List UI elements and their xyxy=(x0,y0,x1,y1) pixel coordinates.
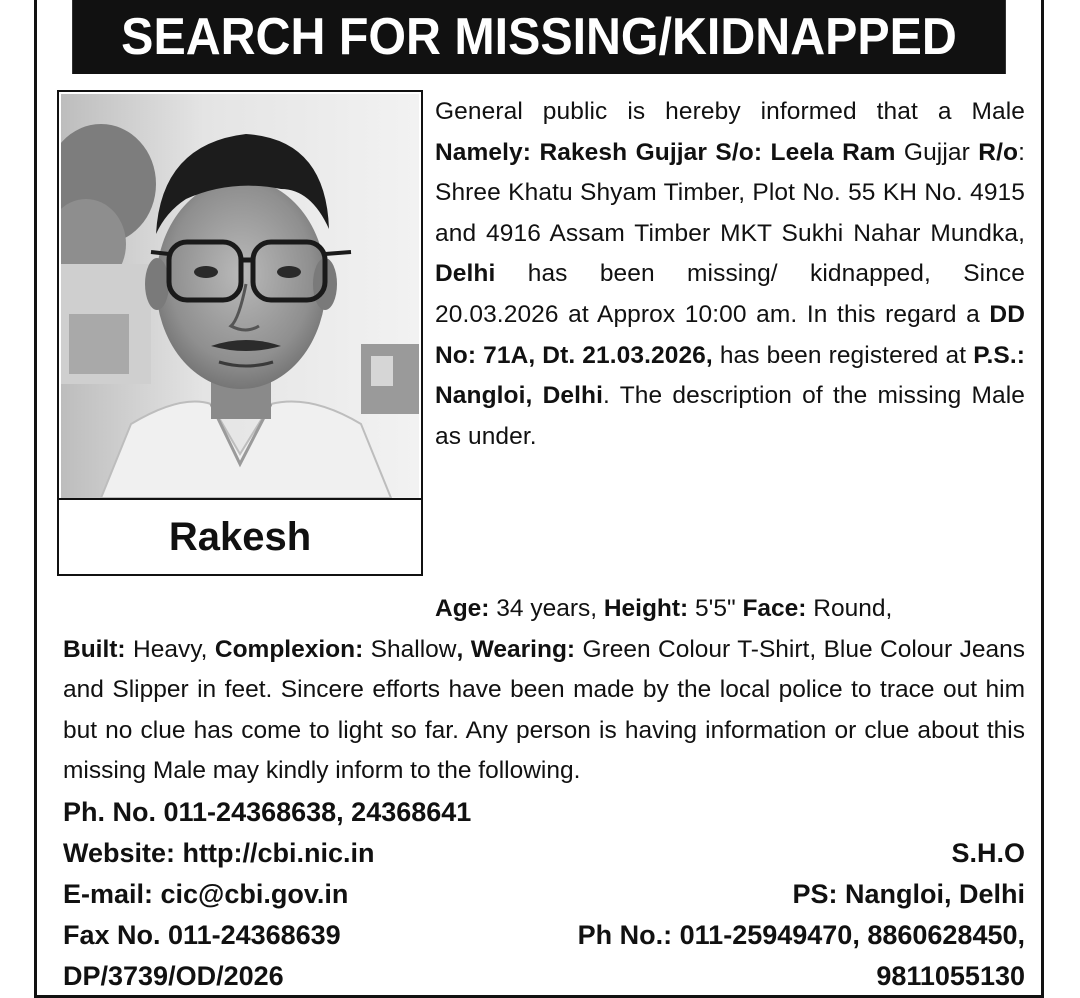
photo-frame xyxy=(57,90,423,576)
notice-title: SEARCH FOR MISSING/KIDNAPPED xyxy=(72,0,1006,74)
description-paragraph xyxy=(63,589,1025,792)
police-station: P.S.: Nangloi, Delhi xyxy=(435,341,1025,410)
missing-person-notice xyxy=(34,0,1044,998)
wearing-label: , Wearing: xyxy=(456,635,576,663)
text-segment: . The description of the missing Male as under. xyxy=(435,382,1025,450)
residence-label: R/o xyxy=(978,138,1019,166)
cbi-fax: Fax No. 011-24368639 xyxy=(63,920,341,950)
contact-row xyxy=(63,833,1025,874)
wearing-value: Green Colour T-Shirt, Blue Colour Jeans and Slipper in feet. Sincere efforts have been made by the local police to trace out him but no clue has come to light so far. Any person is having information or clue about this missing Male may kindly inform to the following. xyxy=(63,635,1026,785)
portrait-illustration xyxy=(61,94,419,498)
contact-row xyxy=(63,792,1025,833)
height-label: Height: xyxy=(603,595,689,622)
face-value: Round, xyxy=(806,595,893,622)
age-value: 34 years, xyxy=(489,595,604,622)
built-value: Heavy, xyxy=(125,635,215,663)
age-label: Age: xyxy=(435,595,490,622)
complexion-value: Shallow xyxy=(363,635,457,663)
name-detail: Namely: Rakesh Gujjar S/o: Leela Ram xyxy=(435,138,896,166)
contact-row xyxy=(63,874,1025,915)
dd-number: DD No: 71A, Dt. 21.03.2026, xyxy=(435,300,1025,369)
photo-caption-name: Rakesh xyxy=(59,498,421,574)
text-segment: Gujjar xyxy=(895,138,979,166)
face-label: Face: xyxy=(742,595,807,622)
sho-phone: Ph No.: 011-25949470, 8860628450, xyxy=(577,920,1025,950)
sho-police-station: PS: Nangloi, Delhi xyxy=(792,879,1025,909)
built-label: Built: xyxy=(63,635,126,663)
city-text: Delhi xyxy=(435,260,496,288)
contact-row xyxy=(63,956,1025,997)
address-text: : Shree Khatu Shyam Timber, Plot No. 55 KH No. 4915 and 4916 Assam Timber MKT Sukhi Nahar Mundka, xyxy=(435,138,1025,247)
text-segment: General public is hereby informed that a Male xyxy=(435,98,1025,125)
cbi-website: Website: http://cbi.nic.in xyxy=(63,838,375,868)
contact-row xyxy=(63,915,1025,956)
complexion-label: Complexion: xyxy=(214,635,364,663)
missing-person-photo xyxy=(61,94,419,498)
notice-paragraph-right xyxy=(435,92,1025,457)
sho-phone-2: 9811055130 xyxy=(876,961,1025,991)
contact-block xyxy=(63,792,1025,997)
text-segment: has been registered at xyxy=(712,341,974,369)
cbi-phone: Ph. No. 011-24368638, 24368641 xyxy=(63,797,472,827)
cbi-email: E-mail: cic@cbi.gov.in xyxy=(63,879,349,909)
sho-title: S.H.O xyxy=(951,838,1025,868)
reference-number: DP/3739/OD/2026 xyxy=(63,961,284,991)
description-first-line xyxy=(63,589,1025,630)
height-value: 5'5" xyxy=(688,595,743,622)
text-segment: has been missing/ kidnapped, Since 20.03.2026 at Approx 10:00 am. In this regard a xyxy=(435,260,1025,328)
